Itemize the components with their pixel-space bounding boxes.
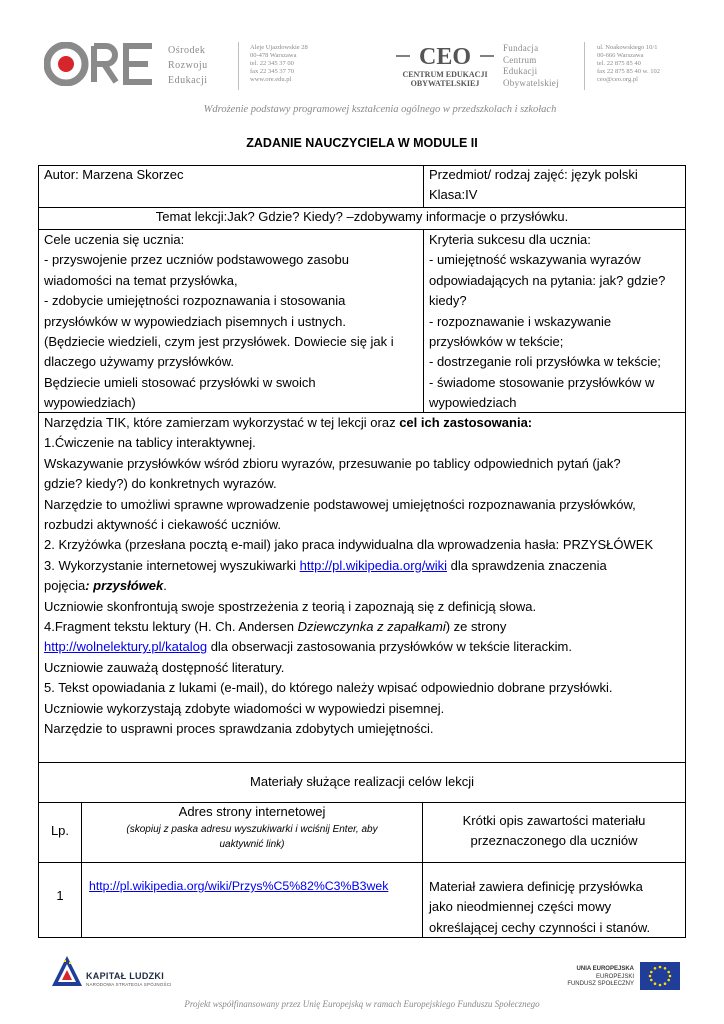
- subject: Przedmiot/ rodzaj zajęć: język polski: [429, 167, 638, 182]
- footer-note: Projekt współfinansowany przez Unię Europejską w ramach Europejskiego Funduszu Społecznego: [184, 999, 540, 1009]
- ore-logo: [44, 42, 156, 86]
- ceo-name-line: Fundacja: [503, 43, 539, 53]
- tools-text: 3. Wykorzystanie internetowej wyszukiwarki: [44, 557, 300, 573]
- ceo-name: [503, 43, 559, 89]
- criteria-line: - rozpoznawanie i wskazywanie: [429, 313, 612, 329]
- tools-text: dla sprawdzenia znaczenia: [447, 557, 607, 573]
- tools-line: Uczniowie skonfrontują swoje spostrzeżenia z teorią i zapoznają się z definicją słowa.: [44, 598, 537, 614]
- eu-caption-line: FUNDUSZ SPOŁECZNY: [567, 981, 634, 987]
- tools-line: gdzie? kiedy?) do konkretnych wyrazów.: [44, 476, 277, 492]
- ceo-logo: [396, 42, 494, 70]
- tools-intro-text: Narzędzia TIK, które zamierzam wykorzystać w tej lekcji oraz: [44, 415, 400, 430]
- ceo-address: [597, 44, 660, 84]
- row-number: 1: [56, 888, 64, 903]
- materials-heading: Materiały służące realizacji celów lekcji: [250, 774, 474, 789]
- tools-line: Narzędzie to umożliwi sprawne wprowadzenie podstawowej umiejętności rozpoznawania przysłówków,: [44, 496, 636, 512]
- col-address-hint: (skopiuj z paska adresu wyszukiwarki i wciśnij Enter, aby: [126, 824, 378, 836]
- address-line: www.ore.edu.pl: [250, 76, 292, 83]
- ore-name-line: Edukacji: [168, 75, 208, 86]
- address-line: Aleje Ujazdowskie 28: [250, 44, 308, 51]
- col-address-hint: uaktywnić link): [219, 839, 285, 851]
- criteria-line: - świadome stosowanie przysłówków w: [429, 374, 655, 390]
- goals-line: - zdobycie umiejętności rozpoznawania i stosowania: [44, 293, 346, 309]
- goals-line: wiadomości na temat przysłówka,: [44, 272, 238, 288]
- row-lp: [39, 886, 81, 906]
- criteria-line: przysłówków w tekście;: [429, 334, 564, 350]
- tools-line: [44, 637, 680, 657]
- col-desc-header: [423, 811, 685, 852]
- material-desc-line: Materiał zawiera definicję przysłówka: [429, 879, 643, 894]
- page-header: [0, 0, 724, 125]
- tools-text: .: [163, 578, 167, 594]
- address-line: tel. 22 345 37 00: [250, 60, 294, 67]
- address-line: 00-666 Warszawa: [597, 52, 644, 59]
- address-line: ceo@ceo.org.pl: [597, 76, 638, 83]
- tools-text: ) ze strony: [445, 619, 507, 635]
- tools-line: 2. Krzyżówka (przesłana pocztą e-mail) jako praca indywidualna dla wprowadzenia hasła: PRZYSŁÓWEK: [44, 537, 654, 553]
- svg-text:CEO: CEO: [418, 44, 472, 70]
- tools-line: Narzędzie to usprawni proces sprawdzania zdobytych umiejętności.: [44, 721, 434, 737]
- eu-caption-line: EUROPEJSKI: [595, 973, 634, 980]
- kapital-ludzki-subtitle: NARODOWA STRATEGIA SPÓJNOŚCI: [86, 982, 172, 987]
- ceo-sub-line: CENTRUM EDUKACJI: [402, 70, 488, 79]
- grade: Klasa:IV: [429, 187, 478, 203]
- ceo-logo-subtitle: [396, 70, 494, 88]
- ceo-name-line: Edukacji: [503, 66, 538, 76]
- tools-text: pojęcia: [44, 578, 86, 594]
- row-url-cell: [84, 876, 422, 896]
- author: Autor: Marzena Skorzec: [44, 167, 184, 182]
- table-border: [685, 165, 686, 938]
- tools-line: Uczniowie wykorzystają zdobyte wiadomości w wypowiedzi pisemnej.: [44, 700, 445, 716]
- col-lp-label: Lp.: [50, 823, 70, 838]
- col-lp-header: [39, 821, 81, 841]
- tools-line: [44, 556, 680, 576]
- goals-line: przysłówków w wypowiedziach pisemnych i ustnych.: [44, 313, 347, 329]
- eu-caption: [560, 966, 634, 989]
- criteria-line: kiedy?: [429, 293, 467, 309]
- criteria-cell: [424, 230, 685, 414]
- eu-flag-icon: [640, 962, 680, 990]
- tools-term: : przysłówek: [85, 578, 164, 594]
- tools-line: Uczniowie zauważą dostępność literatury.: [44, 659, 285, 675]
- tools-line: Wskazywanie przysłówków wśród zbioru wyrazów, przesuwanie po tablicy odpowiednich pytań (jak?: [44, 455, 621, 471]
- address-line: ul. Noakowskiego 10/1: [597, 44, 658, 51]
- material-desc-line: jako nieodmiennej części mowy: [429, 899, 612, 915]
- header-divider: [238, 42, 239, 90]
- tools-line: [44, 576, 680, 596]
- topic-cell: [39, 207, 685, 227]
- ceo-name-line: Obywatelskiej: [503, 77, 559, 88]
- lesson-topic: Temat lekcji:Jak? Gdzie? Kiedy? –zdobywamy informacje o przysłówku.: [155, 209, 569, 224]
- col-address-label: Adres strony internetowej: [178, 804, 326, 819]
- goals-line: Cele uczenia się ucznia:: [44, 232, 185, 247]
- criteria-line: Kryteria sukcesu dla ucznia:: [429, 232, 591, 247]
- wikipedia-link[interactable]: http://pl.wikipedia.org/wiki: [299, 557, 448, 573]
- goals-cell: [39, 230, 423, 414]
- tools-text: dla obserwacji zastosowania przysłówków w tekście literackim.: [207, 639, 572, 655]
- ceo-sub-line: OBYWATELSKIEJ: [410, 79, 480, 88]
- ore-name-line: Ośrodek: [168, 45, 206, 56]
- address-line: 00-478 Warszawa: [250, 52, 297, 59]
- ore-address: [250, 44, 308, 84]
- tools-line: 1.Ćwiczenie na tablicy interaktywnej.: [44, 435, 256, 451]
- criteria-line: - umiejętność wskazywania wyrazów: [429, 252, 641, 268]
- address-line: fax 22 345 37 70: [250, 68, 295, 75]
- address-line: tel. 22 875 85 40: [597, 60, 641, 67]
- kapital-ludzki-title: KAPITAŁ LUDZKI: [86, 971, 165, 981]
- book-title: Dziewczynka z zapałkami: [297, 619, 446, 635]
- wolnelektury-link[interactable]: http://wolnelektury.pl/katalog: [44, 639, 208, 655]
- document-title: ZADANIE NAUCZYCIELA W MODULE II: [246, 136, 478, 150]
- goals-line: wypowiedziach): [44, 395, 136, 411]
- row-desc-cell: [424, 877, 685, 938]
- ceo-name-line: Centrum: [503, 54, 537, 65]
- table-border: [38, 862, 686, 863]
- ore-name-line: Rozwoju: [168, 60, 208, 71]
- goals-line: dlaczego używamy przysłówków.: [44, 354, 235, 370]
- kapital-ludzki-logo: [52, 956, 82, 990]
- material-desc-line: określającej cechy czynności i stanów.: [429, 919, 651, 935]
- goals-line: (Będziecie wiedzieli, czym jest przysłówek. Dowiecie się jak i: [44, 334, 394, 350]
- tools-intro-bold: cel ich zastosowania:: [399, 415, 533, 430]
- goals-line: Będziecie umieli stosować przysłówki w swoich: [44, 374, 316, 390]
- col-desc-label: przeznaczonego dla uczniów: [470, 833, 638, 849]
- subject-cell: [424, 165, 685, 206]
- col-desc-label: Krótki opis zawartości materiału: [462, 813, 646, 828]
- col-address-header: [82, 802, 422, 852]
- header-tagline: Wdrożenie podstawy programowej kształcenia ogólnego w przedszkolach i szkołach: [203, 104, 557, 115]
- tools-text: 4.Fragment tekstu lektury (H. Ch. Andersen: [44, 619, 298, 635]
- header-divider: [584, 42, 585, 90]
- tools-cell: [39, 413, 685, 740]
- materials-heading-cell: [39, 772, 685, 792]
- table-border: [38, 762, 686, 763]
- goals-line: - przyswojenie przez uczniów podstawowego zasobu: [44, 252, 349, 268]
- address-line: fax 22 875 85 40 w. 102: [597, 68, 660, 75]
- ore-name: [168, 43, 208, 88]
- eu-caption-line: UNIA EUROPEJSKA: [576, 966, 634, 972]
- criteria-line: wypowiedziach: [429, 395, 517, 411]
- material-url-link[interactable]: http://pl.wikipedia.org/wiki/Przys%C5%82%C3%B3wek: [89, 879, 389, 893]
- tools-line: [44, 617, 680, 637]
- tools-intro: [44, 413, 680, 433]
- criteria-line: - dostrzeganie roli przysłówka w tekście;: [429, 354, 661, 370]
- author-cell: [39, 165, 423, 185]
- tools-line: rozbudzi aktywność i ciekawość uczniów.: [44, 517, 281, 533]
- tools-line: 5. Tekst opowiadania z lukami (e-mail), do którego należy wpisać odpowiednio dobrane przysłówki.: [44, 680, 613, 696]
- criteria-line: odpowiadających na pytania: jak? gdzie?: [429, 272, 666, 288]
